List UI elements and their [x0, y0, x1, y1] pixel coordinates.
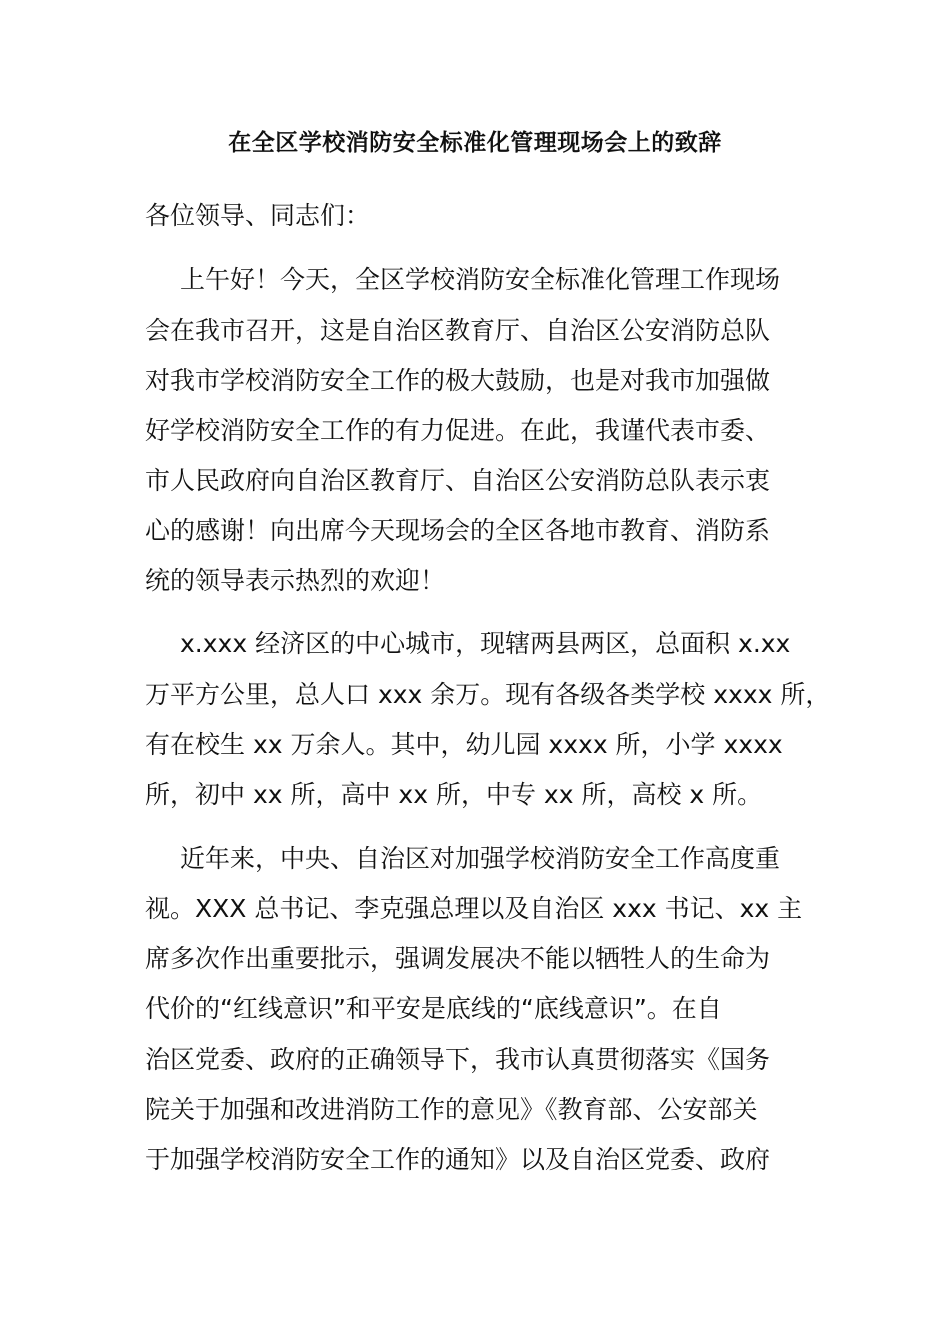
paragraph-line: 万平方公里，总人口 xxx 余万。现有各级各类学校 xxxx 所， — [145, 680, 831, 709]
paragraph-line: 对我市学校消防安全工作的极大鼓励，也是对我市加强做 — [145, 366, 771, 395]
paragraph-line: 统的领导表示热烈的欢迎！ — [145, 566, 446, 595]
paragraph-line: 上午好！今天，全区学校消防安全标准化管理工作现场 — [180, 265, 781, 294]
paragraph-line: 好学校消防安全工作的有力促进。在此，我谨代表市委、 — [145, 416, 771, 445]
paragraph-line: 视。XXX 总书记、李克强总理以及自治区 xxx 书记、xx 主 — [145, 894, 803, 923]
paragraph-line: 有在校生 xx 万余人。其中，幼儿园 xxxx 所，小学 xxxx — [145, 730, 783, 759]
document-title: 在全区学校消防安全标准化管理现场会上的致辞 — [228, 130, 722, 156]
paragraph-line: 治区党委、政府的正确领导下，我市认真贯彻落实《国务 — [145, 1045, 771, 1074]
paragraph-line: x.xxx 经济区的中心城市，现辖两县两区，总面积 x.xx — [180, 629, 791, 658]
paragraph-line: 近年来，中央、自治区对加强学校消防安全工作高度重 — [180, 844, 781, 873]
paragraph-line: 于加强学校消防安全工作的通知》以及自治区党委、政府 — [145, 1145, 771, 1174]
paragraph-line: 代价的“红线意识”和平安是底线的“底线意识”。在自 — [145, 994, 722, 1023]
paragraph-line: 会在我市召开，这是自治区教育厅、自治区公安消防总队 — [145, 316, 771, 345]
paragraph-line: 心的感谢！向出席今天现场会的全区各地市教育、消防系 — [145, 516, 771, 545]
paragraph-line: 席多次作出重要批示，强调发展决不能以牺牲人的生命为 — [145, 944, 771, 973]
paragraph-line: 所，初中 xx 所，高中 xx 所，中专 xx 所，高校 x 所。 — [145, 780, 763, 809]
salutation: 各位领导、同志们： — [145, 201, 371, 230]
paragraph-line: 市人民政府向自治区教育厅、自治区公安消防总队表示衷 — [145, 466, 771, 495]
paragraph-line: 院关于加强和改进消防工作的意见》《教育部、公安部关 — [145, 1095, 758, 1124]
